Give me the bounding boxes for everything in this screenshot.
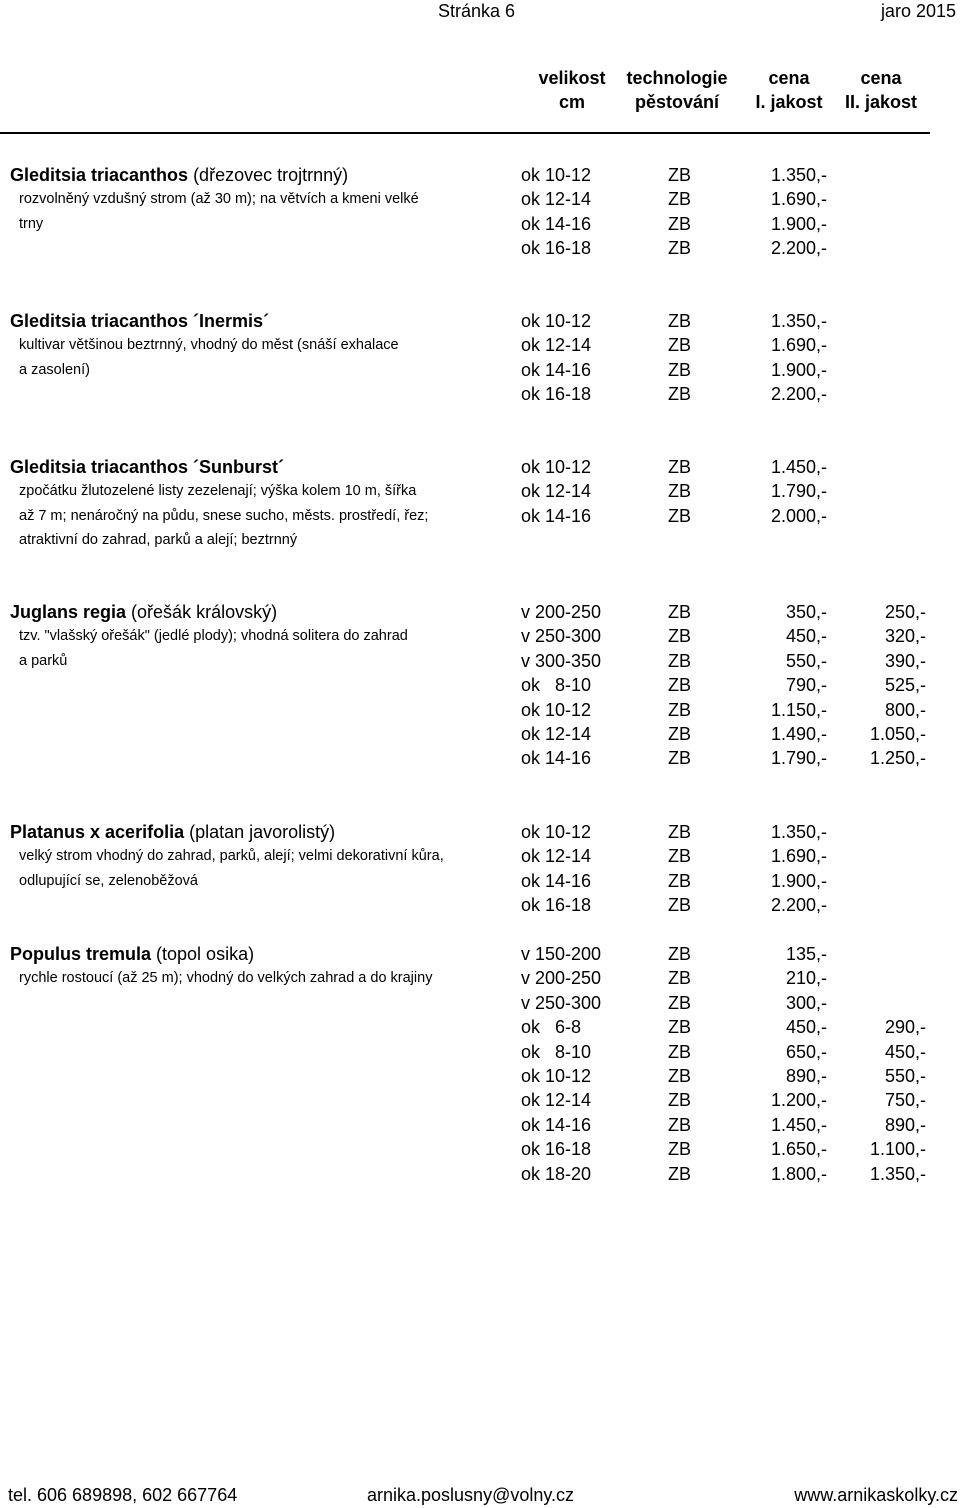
description-line: rychle rostoucí (až 25 m); vhodný do velkých zahrad a do krajiny (19, 970, 433, 986)
price-1-cell: 1.690,- (770, 189, 827, 210)
price-row (0, 187, 960, 212)
price-row (0, 1040, 960, 1065)
plant-latin-name: Populus tremula (10, 944, 152, 964)
size-cell: ok 14-16 (521, 359, 592, 380)
price-1-cell: 1.350,- (770, 311, 827, 331)
size-cell: ok 16-18 (521, 1139, 592, 1160)
price-1-cell: 1.450,- (770, 1114, 827, 1135)
column-header-price-2: cena II. jakost (844, 68, 918, 112)
technology-cell: ZB (668, 944, 692, 964)
price-1-cell: 1.900,- (770, 359, 827, 380)
price-row (0, 942, 960, 967)
price-1-cell: 1.900,- (770, 213, 827, 234)
price-1-cell: 1.490,- (770, 724, 827, 744)
price-row (0, 163, 960, 188)
technology-cell: ZB (668, 238, 692, 259)
size-cell: v 200-250 (521, 968, 602, 989)
size-cell: ok 8-10 (521, 1041, 592, 1062)
plant-latin-name: Gleditsia triacanthos (10, 165, 189, 185)
description-line: a parků (19, 652, 68, 669)
price-row (0, 746, 960, 771)
price-row (0, 722, 960, 747)
technology-cell: ZB (668, 1090, 692, 1111)
technology-cell: ZB (668, 895, 692, 916)
technology-cell: ZB (668, 650, 692, 671)
price-row (0, 236, 960, 261)
price-row (0, 893, 960, 918)
technology-cell: ZB (668, 822, 692, 842)
price-row (0, 212, 960, 237)
size-cell: ok 10-12 (521, 311, 592, 331)
size-cell: ok 10-12 (521, 165, 592, 185)
technology-cell: ZB (668, 699, 692, 720)
price-row (0, 600, 960, 625)
price-row (0, 844, 960, 869)
size-cell: ok 8-10 (521, 675, 592, 696)
price-row (0, 358, 960, 383)
price-1-cell: 350,- (785, 602, 827, 622)
price-1-cell: 790,- (785, 675, 827, 696)
size-cell: ok 10-12 (521, 1066, 592, 1086)
size-cell: ok 12-14 (521, 481, 592, 502)
price-1-cell: 210,- (785, 968, 827, 989)
price-2-cell: 525,- (884, 675, 926, 696)
price-1-cell: 450,- (785, 626, 827, 647)
price-2-cell: 1.100,- (869, 1139, 926, 1160)
price-1-cell: 1.450,- (770, 457, 827, 477)
size-cell: v 150-200 (521, 944, 602, 964)
technology-cell: ZB (668, 1139, 692, 1160)
size-cell: ok 10-12 (521, 457, 592, 477)
technology-cell: ZB (668, 1017, 692, 1038)
technology-cell: ZB (668, 481, 692, 502)
price-1-cell: 890,- (785, 1066, 827, 1086)
price-1-cell: 450,- (785, 1017, 827, 1038)
plant-common-name: (dřezovec trojtrnný) (188, 165, 349, 185)
technology-cell: ZB (668, 384, 692, 405)
plant-common-name: (ořešák královský) (126, 602, 278, 622)
plant-latin-name: Gleditsia triacanthos ´Sunburst´ (10, 457, 285, 477)
size-cell: ok 12-14 (521, 335, 592, 356)
price-row (0, 333, 960, 358)
price-1-cell: 650,- (785, 1041, 827, 1062)
price-2-cell: 290,- (884, 1017, 926, 1038)
price-1-cell: 2.200,- (770, 384, 827, 405)
size-cell: ok 14-16 (521, 213, 592, 234)
price-row (0, 479, 960, 504)
plant-latin-name: Platanus x acerifolia (10, 822, 185, 842)
price-row (0, 504, 960, 529)
price-1-cell: 1.900,- (770, 870, 827, 891)
price-1-cell: 1.690,- (770, 335, 827, 356)
price-2-cell: 1.350,- (869, 1163, 926, 1184)
technology-cell: ZB (668, 505, 692, 526)
price-2-cell: 750,- (884, 1090, 926, 1111)
size-cell: ok 10-12 (521, 822, 592, 842)
price-row (0, 382, 960, 407)
price-row (0, 1137, 960, 1162)
price-1-cell: 1.200,- (770, 1090, 827, 1111)
price-row (0, 820, 960, 845)
size-cell: ok 16-18 (521, 384, 592, 405)
description-line: tzv. "vlašský ořešák" (jedlé plody); vhodná solitera do zahrad (19, 628, 408, 644)
season-label: jaro 2015 (880, 1, 956, 21)
price-row (0, 966, 960, 991)
price-1-cell: 1.650,- (770, 1139, 827, 1160)
technology-cell: ZB (668, 748, 692, 769)
technology-cell: ZB (668, 1066, 692, 1086)
price-row (0, 1088, 960, 1113)
technology-cell: ZB (668, 359, 692, 380)
price-2-cell: 550,- (884, 1066, 926, 1086)
size-cell: ok 6-8 (521, 1017, 582, 1038)
technology-cell: ZB (668, 846, 692, 867)
description-line: kultivar většinou beztrnný, vhodný do měst (snáší exhalace (19, 337, 399, 353)
page-number: Stránka 6 (438, 1, 516, 21)
header-divider (0, 132, 930, 134)
size-cell: ok 12-14 (521, 1090, 592, 1111)
page-header (0, 0, 960, 24)
price-row (0, 991, 960, 1016)
technology-cell: ZB (668, 675, 692, 696)
size-cell: ok 10-12 (521, 699, 592, 720)
footer-website[interactable]: www.arnikaskolky.cz (794, 1485, 958, 1505)
description-line: trny (19, 215, 44, 232)
price-2-cell: 390,- (884, 650, 926, 671)
column-header-technology: technologie pěstování (626, 68, 728, 112)
price-1-cell: 300,- (785, 992, 827, 1013)
price-2-cell: 800,- (884, 699, 926, 720)
price-2-cell: 450,- (884, 1041, 926, 1062)
price-2-cell: 890,- (884, 1114, 926, 1135)
description-line: zpočátku žlutozelené listy zezelenají; výška kolem 10 m, šířka (19, 483, 417, 499)
technology-cell: ZB (668, 335, 692, 356)
price-2-cell: 1.250,- (869, 748, 926, 769)
size-cell: v 250-300 (521, 626, 602, 647)
price-1-cell: 550,- (785, 650, 827, 671)
description-line: velký strom vhodný do zahrad, parků, alejí; velmi dekorativní kůra, (19, 848, 444, 864)
technology-cell: ZB (668, 1114, 692, 1135)
footer-phone: tel. 606 689898, 602 667764 (8, 1485, 238, 1505)
plant-latin-name: Gleditsia triacanthos ´Inermis´ (10, 311, 270, 331)
column-header-size: velikost cm (538, 68, 606, 112)
size-cell: ok 14-16 (521, 870, 592, 891)
footer-email[interactable]: arnika.poslusny@volny.cz (367, 1485, 575, 1505)
price-1-cell: 1.800,- (770, 1163, 827, 1184)
description-line: atraktivní do zahrad, parků a alejí; beztrnný (19, 532, 298, 548)
price-1-cell: 2.200,- (770, 238, 827, 259)
price-row (0, 698, 960, 723)
price-1-cell: 1.790,- (770, 481, 827, 502)
size-cell: ok 14-16 (521, 748, 592, 769)
technology-cell: ZB (668, 724, 692, 744)
size-cell: ok 14-16 (521, 1114, 592, 1135)
price-1-cell: 2.200,- (770, 895, 827, 916)
plant-common-name: (topol osika) (151, 944, 255, 964)
size-cell: ok 18-20 (521, 1163, 592, 1184)
plant-latin-name: Juglans regia (10, 602, 127, 622)
description-line: až 7 m; nenáročný na půdu, snese sucho, městs. prostředí, řez; (19, 507, 429, 524)
size-cell: ok 12-14 (521, 189, 592, 210)
technology-cell: ZB (668, 602, 692, 622)
price-row (0, 649, 960, 674)
price-1-cell: 1.790,- (770, 748, 827, 769)
price-row (0, 624, 960, 649)
price-1-cell: 1.350,- (770, 165, 827, 185)
size-cell: ok 12-14 (521, 846, 592, 867)
price-row (0, 1113, 960, 1138)
technology-cell: ZB (668, 870, 692, 891)
price-row (0, 1015, 960, 1040)
size-cell: ok 12-14 (521, 724, 592, 744)
price-row (0, 1162, 960, 1187)
price-row (0, 673, 960, 698)
technology-cell: ZB (668, 165, 692, 185)
price-1-cell: 135,- (785, 944, 827, 964)
column-header-price-1: cena I. jakost (755, 68, 823, 112)
technology-cell: ZB (668, 968, 692, 989)
price-2-cell: 1.050,- (869, 724, 926, 744)
technology-cell: ZB (668, 992, 692, 1013)
size-cell: ok 16-18 (521, 895, 592, 916)
description-line: odlupující se, zelenoběžová (19, 872, 198, 889)
price-row (0, 309, 960, 334)
plant-common-name: (platan javorolistý) (184, 822, 336, 842)
price-1-cell: 1.350,- (770, 822, 827, 842)
technology-cell: ZB (668, 213, 692, 234)
price-row (0, 1064, 960, 1089)
price-row (0, 455, 960, 480)
size-cell: v 250-300 (521, 992, 602, 1013)
price-2-cell: 320,- (884, 626, 926, 647)
description-line: rozvolněný vzdušný strom (až 30 m); na větvích a kmeni velké (19, 191, 419, 207)
price-1-cell: 2.000,- (770, 505, 827, 526)
technology-cell: ZB (668, 626, 692, 647)
price-1-cell: 1.150,- (770, 699, 827, 720)
description-line: a zasolení) (19, 361, 90, 378)
size-cell: ok 14-16 (521, 505, 592, 526)
size-cell: ok 16-18 (521, 238, 592, 259)
page-footer (0, 1485, 960, 1507)
technology-cell: ZB (668, 1041, 692, 1062)
price-2-cell: 250,- (884, 602, 926, 622)
technology-cell: ZB (668, 311, 692, 331)
size-cell: v 300-350 (521, 650, 602, 671)
technology-cell: ZB (668, 457, 692, 477)
price-1-cell: 1.690,- (770, 846, 827, 867)
technology-cell: ZB (668, 1163, 692, 1184)
price-row (0, 869, 960, 894)
technology-cell: ZB (668, 189, 692, 210)
size-cell: v 200-250 (521, 602, 602, 622)
